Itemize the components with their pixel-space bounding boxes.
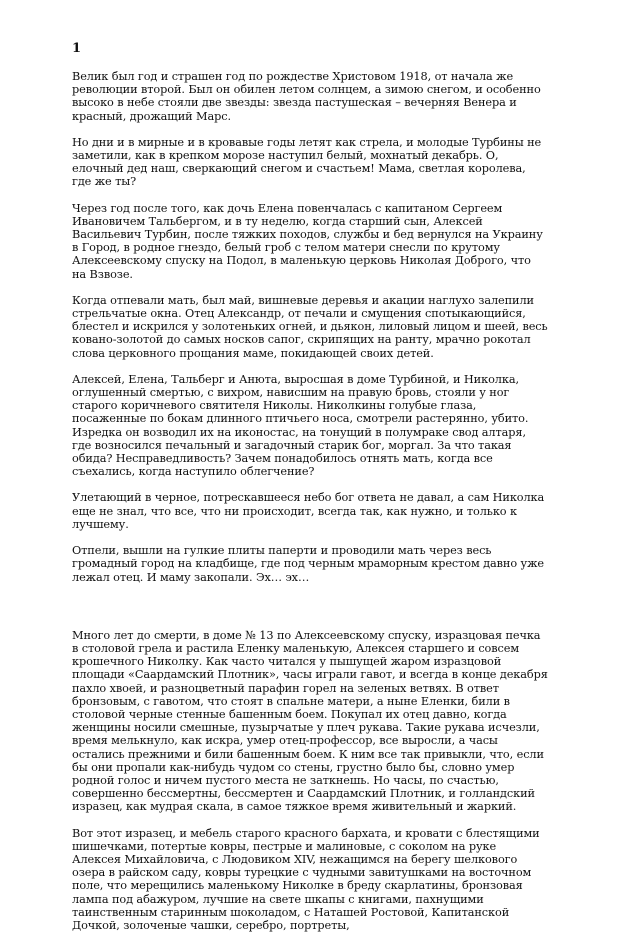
paragraph: Через год после того, как дочь Елена повенчалась с капитаном Сергеем Ивановичем Тальбергом, и в ту неделю, когда старший сын, Алексей Васильевич Турбин, после тяжких походов, службы и бед вернулся на Украину в Город, в родное гнездо, белый гроб с телом матери снесли по крутому Алексеевскому спуску на Подол, в маленькую церковь Николая Доброго, что на Взвозе. bbox=[72, 201, 543, 281]
section-two bbox=[72, 629, 548, 932]
paragraph: Улетающий в черное, потрескавшееся небо бог ответа не давал, а сам Николка еще не знал, что все, что ни происходит, всегда так, как нужно, и только к лучшему. bbox=[72, 491, 545, 531]
document-page bbox=[72, 41, 548, 945]
paragraph: Но дни и в мирные и в кровавые годы летят как стрела, и молодые Турбины не заметили, как в крепком морозе наступил белый, мохнатый декабрь. О, елочный дед наш, сверкающий снегом и счастьем! Мама, светлая королева, где же ты? bbox=[72, 135, 542, 189]
section-break bbox=[72, 597, 548, 629]
paragraph: Отпели, вышли на гулкие плиты паперти и проводили мать через весь громадный город на кладбище, где под черным мраморным крестом давно уже лежал отец. И маму закопали. Эх… эх… bbox=[72, 544, 544, 584]
section-one bbox=[72, 70, 548, 584]
paragraph: Когда отпевали мать, был май, вишневые деревья и акации наглухо залепили стрельчатые окна. Отец Александр, от печали и смущения спотыкающийся, блестел и искрился у золотеньких огней, и дьякон, лиловый лицом и шеей, весь ковано-золотой до самых носков сапог, скрипящих на ранту, мрачно рокотал слова церковного прощания маме, покидающей своих детей. bbox=[72, 293, 548, 360]
paragraph: Велик был год и страшен год по рождестве Христовом 1918, от начала же революции второй. Был он обилен летом солнцем, а зимою снегом, и особенно высоко в небе стояли две звезды: звезда пастушеская – вечерняя Венера и красный, дрожащий Марс. bbox=[72, 70, 541, 123]
paragraph: Вот этот изразец, и мебель старого красного бархата, и кровати с блестящими шишечками, потертые ковры, пестрые и малиновые, с соколом на руке Алексея Михайловича, с Людовиком XIV, нежащимся на берегу шелкового озера в райском саду, ковры турецкие с чудными завитушками на восточном поле, что мерещились маленькому Николке в бреду скарлатины, бронзовая лампа под абажуром, лучшие на свете шкапы с книгами, пахнущими таинственным старинным шоколадом, с Наташей Ростовой, Капитанской Дочкой, золоченые чашки, серебро, портреты, bbox=[72, 826, 540, 932]
chapter-number: 1 bbox=[72, 41, 81, 56]
paragraph: Много лет до смерти, в доме № 13 по Алексеевскому спуску, изразцовая печка в столовой грела и растила Еленку маленькую, Алексея старшего и совсем крошечного Николку. Как часто читался у пышущей жаром изразцовой площади «Саардамский Плотник», часы играли гавот, и всегда в конце декабря пахло хвоей, и разноцветный парафин горел на зеленых ветвях. В ответ бронзовым, с гавотом, что стоят в спальне матери, а ныне Еленки, били в столовой черные стенные башенным боем. Покупал их отец давно, когда женщины носили смешные, пузырчатые у плеч рукава. Такие рукава исчезли, время мелькнуло, как искра, умер отец-профессор, все выросли, а часы остались прежними и били башенным боем. К ним все так привыкли, что, если бы они пропали как-нибудь чудом со стены, грустно было бы, словно умер родной голос и ничем пустого места не заткнешь. Но часы, по счастью, совершенно бессмертны, бессмертен и Саардамский Плотник, и голландский изразец, как мудрая скала, в самое тяжкое время живительный и жаркий. bbox=[72, 628, 548, 814]
paragraph: Алексей, Елена, Тальберг и Анюта, выросшая в доме Турбиной, и Николка, оглушенный смертью, с вихром, нависшим на правую бровь, стояли у ног старого коричневого святителя Николы. Николкины голубые глаза, посаженные по бокам длинного птичьего носа, смотрели растерянно, убито. Изредка он возводил их на иконостас, на тонущий в полумраке свод алтаря, где возносился печальный и загадочный старик бог, моргал. За что такая обида? Несправедливость? Зачем понадобилось отнять мать, когда все съехались, когда наступило облегчение? bbox=[72, 372, 529, 479]
